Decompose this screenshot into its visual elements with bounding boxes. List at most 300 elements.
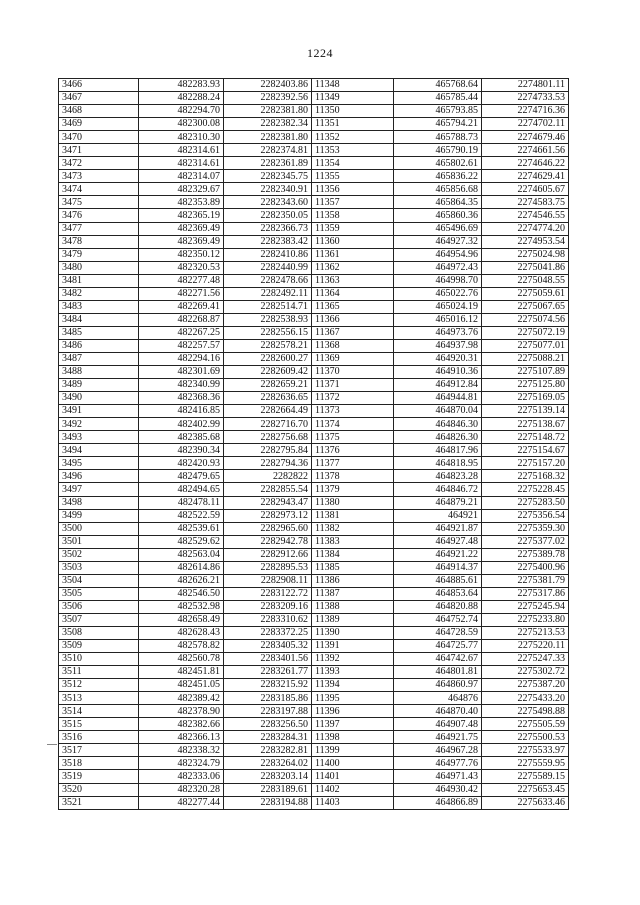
point-id-b-cell: 11386 (312, 574, 394, 587)
point-id-b-cell: 11352 (312, 131, 394, 144)
margin-mark (47, 744, 57, 745)
y-coord-a-cell: 2282374.81 (224, 144, 312, 157)
table-row (59, 587, 569, 600)
y-coord-a-cell: 2282538.93 (224, 313, 312, 326)
x-coord-a-cell: 482338.32 (139, 744, 224, 757)
x-coord-b-cell: 464927.48 (394, 535, 482, 548)
point-id-a-cell: 3467 (59, 92, 139, 105)
x-coord-b-cell: 464971.43 (394, 770, 482, 783)
y-coord-b-cell: 2275059.61 (482, 287, 569, 300)
y-coord-a-cell: 2282855.54 (224, 483, 312, 496)
x-coord-a-cell: 482369.49 (139, 222, 224, 235)
x-coord-b-cell: 464860.97 (394, 679, 482, 692)
x-coord-a-cell: 482324.79 (139, 757, 224, 770)
point-id-b-cell: 11361 (312, 248, 394, 261)
table-row (59, 600, 569, 613)
table-row (59, 431, 569, 444)
point-id-b-cell: 11379 (312, 483, 394, 496)
point-id-a-cell: 3496 (59, 470, 139, 483)
y-coord-b-cell: 2275138.67 (482, 418, 569, 431)
y-coord-a-cell: 2282794.36 (224, 457, 312, 470)
y-coord-a-cell: 2282440.99 (224, 261, 312, 274)
x-coord-b-cell: 465864.35 (394, 196, 482, 209)
point-id-a-cell: 3479 (59, 248, 139, 261)
point-id-b-cell: 11373 (312, 405, 394, 418)
point-id-a-cell: 3483 (59, 300, 139, 313)
x-coord-a-cell: 482529.62 (139, 535, 224, 548)
point-id-a-cell: 3485 (59, 326, 139, 339)
table-row (59, 731, 569, 744)
y-coord-b-cell: 2275125.80 (482, 379, 569, 392)
y-coord-b-cell: 2274629.41 (482, 170, 569, 183)
table-row (59, 144, 569, 157)
point-id-a-cell: 3490 (59, 392, 139, 405)
point-id-b-cell: 11368 (312, 339, 394, 352)
x-coord-a-cell: 482494.65 (139, 483, 224, 496)
table-row (59, 561, 569, 574)
table-row (59, 300, 569, 313)
y-coord-a-cell: 2283185.86 (224, 692, 312, 705)
point-id-a-cell: 3516 (59, 731, 139, 744)
point-id-b-cell: 11367 (312, 326, 394, 339)
point-id-a-cell: 3510 (59, 653, 139, 666)
table-row (59, 274, 569, 287)
table-row (59, 496, 569, 509)
x-coord-b-cell: 464944.81 (394, 392, 482, 405)
point-id-b-cell: 11360 (312, 235, 394, 248)
x-coord-b-cell: 464870.04 (394, 405, 482, 418)
point-id-a-cell: 3477 (59, 222, 139, 235)
y-coord-a-cell: 2282664.49 (224, 405, 312, 418)
y-coord-a-cell: 2282912.66 (224, 548, 312, 561)
x-coord-a-cell: 482320.53 (139, 261, 224, 274)
x-coord-b-cell: 465788.73 (394, 131, 482, 144)
x-coord-a-cell: 482368.36 (139, 392, 224, 405)
x-coord-b-cell: 464977.76 (394, 757, 482, 770)
point-id-b-cell: 11356 (312, 183, 394, 196)
point-id-a-cell: 3469 (59, 118, 139, 131)
x-coord-a-cell: 482560.78 (139, 653, 224, 666)
point-id-b-cell: 11378 (312, 470, 394, 483)
y-coord-a-cell: 2282514.71 (224, 300, 312, 313)
point-id-b-cell: 11394 (312, 679, 394, 692)
x-coord-a-cell: 482314.61 (139, 157, 224, 170)
y-coord-b-cell: 2274583.75 (482, 196, 569, 209)
point-id-a-cell: 3484 (59, 313, 139, 326)
x-coord-a-cell: 482294.70 (139, 105, 224, 118)
point-id-a-cell: 3471 (59, 144, 139, 157)
x-coord-b-cell: 465790.19 (394, 144, 482, 157)
y-coord-b-cell: 2274716.36 (482, 105, 569, 118)
x-coord-b-cell: 465022.76 (394, 287, 482, 300)
x-coord-b-cell: 464998.70 (394, 274, 482, 287)
table-row (59, 209, 569, 222)
y-coord-a-cell: 2282383.42 (224, 235, 312, 248)
y-coord-b-cell: 2275024.98 (482, 248, 569, 261)
point-id-a-cell: 3478 (59, 235, 139, 248)
table-row (59, 574, 569, 587)
x-coord-b-cell: 464973.76 (394, 326, 482, 339)
x-coord-b-cell: 465768.64 (394, 79, 482, 92)
y-coord-b-cell: 2274953.54 (482, 235, 569, 248)
table-row (59, 692, 569, 705)
y-coord-b-cell: 2274661.56 (482, 144, 569, 157)
point-id-b-cell: 11350 (312, 105, 394, 118)
x-coord-a-cell: 482369.49 (139, 235, 224, 248)
table-row (59, 548, 569, 561)
y-coord-a-cell: 2282350.05 (224, 209, 312, 222)
table-row (59, 783, 569, 796)
table-row (59, 640, 569, 653)
point-id-a-cell: 3513 (59, 692, 139, 705)
x-coord-b-cell: 464954.96 (394, 248, 482, 261)
point-id-b-cell: 11362 (312, 261, 394, 274)
x-coord-a-cell: 482310.30 (139, 131, 224, 144)
y-coord-a-cell: 2282382.34 (224, 118, 312, 131)
x-coord-b-cell: 464823.28 (394, 470, 482, 483)
y-coord-b-cell: 2275356.54 (482, 509, 569, 522)
point-id-b-cell: 11349 (312, 92, 394, 105)
x-coord-a-cell: 482451.81 (139, 666, 224, 679)
y-coord-a-cell: 2283215.92 (224, 679, 312, 692)
point-id-b-cell: 11366 (312, 313, 394, 326)
y-coord-a-cell: 2282345.75 (224, 170, 312, 183)
y-coord-b-cell: 2275072.19 (482, 326, 569, 339)
y-coord-b-cell: 2274605.67 (482, 183, 569, 196)
point-id-a-cell: 3466 (59, 79, 139, 92)
x-coord-a-cell: 482350.12 (139, 248, 224, 261)
table-row (59, 118, 569, 131)
point-id-a-cell: 3521 (59, 796, 139, 809)
x-coord-b-cell: 464879.21 (394, 496, 482, 509)
y-coord-a-cell: 2282392.56 (224, 92, 312, 105)
x-coord-a-cell: 482314.61 (139, 144, 224, 157)
table-row (59, 131, 569, 144)
point-id-b-cell: 11387 (312, 587, 394, 600)
point-id-b-cell: 11357 (312, 196, 394, 209)
y-coord-b-cell: 2275317.86 (482, 587, 569, 600)
point-id-b-cell: 11380 (312, 496, 394, 509)
point-id-a-cell: 3473 (59, 170, 139, 183)
x-coord-a-cell: 482390.34 (139, 444, 224, 457)
x-coord-a-cell: 482271.56 (139, 287, 224, 300)
x-coord-b-cell: 464910.36 (394, 366, 482, 379)
table-row (59, 379, 569, 392)
point-id-a-cell: 3493 (59, 431, 139, 444)
y-coord-a-cell: 2282381.80 (224, 131, 312, 144)
y-coord-b-cell: 2275377.02 (482, 535, 569, 548)
x-coord-a-cell: 482563.04 (139, 548, 224, 561)
x-coord-a-cell: 482366.13 (139, 731, 224, 744)
point-id-b-cell: 11355 (312, 170, 394, 183)
y-coord-a-cell: 2282340.91 (224, 183, 312, 196)
coordinates-table (58, 78, 569, 810)
y-coord-a-cell: 2283284.31 (224, 731, 312, 744)
y-coord-a-cell: 2283194.88 (224, 796, 312, 809)
y-coord-a-cell: 2283197.88 (224, 705, 312, 718)
y-coord-b-cell: 2275302.72 (482, 666, 569, 679)
y-coord-b-cell: 2275154.67 (482, 444, 569, 457)
point-id-b-cell: 11403 (312, 796, 394, 809)
x-coord-b-cell: 464725.77 (394, 640, 482, 653)
x-coord-a-cell: 482416.85 (139, 405, 224, 418)
y-coord-a-cell: 2283264.02 (224, 757, 312, 770)
point-id-a-cell: 3468 (59, 105, 139, 118)
x-coord-b-cell: 465785.44 (394, 92, 482, 105)
x-coord-b-cell: 464728.59 (394, 626, 482, 639)
table-row (59, 392, 569, 405)
point-id-a-cell: 3500 (59, 522, 139, 535)
table-row (59, 170, 569, 183)
table-row (59, 483, 569, 496)
x-coord-b-cell: 465496.69 (394, 222, 482, 235)
y-coord-b-cell: 2275400.96 (482, 561, 569, 574)
x-coord-a-cell: 482300.08 (139, 118, 224, 131)
table-row (59, 235, 569, 248)
table-row (59, 718, 569, 731)
x-coord-b-cell: 464876 (394, 692, 482, 705)
x-coord-b-cell: 464937.98 (394, 339, 482, 352)
point-id-b-cell: 11364 (312, 287, 394, 300)
table-row (59, 666, 569, 679)
table-row (59, 79, 569, 92)
y-coord-b-cell: 2275283.50 (482, 496, 569, 509)
table-row (59, 757, 569, 770)
table-row (59, 339, 569, 352)
point-id-a-cell: 3472 (59, 157, 139, 170)
x-coord-b-cell: 464907.48 (394, 718, 482, 731)
y-coord-a-cell: 2282973.12 (224, 509, 312, 522)
table-row (59, 705, 569, 718)
y-coord-b-cell: 2275359.30 (482, 522, 569, 535)
y-coord-a-cell: 2283122.72 (224, 587, 312, 600)
y-coord-b-cell: 2275559.95 (482, 757, 569, 770)
table-row (59, 418, 569, 431)
x-coord-a-cell: 482389.42 (139, 692, 224, 705)
y-coord-a-cell: 2282381.80 (224, 105, 312, 118)
table-row (59, 105, 569, 118)
y-coord-b-cell: 2275041.86 (482, 261, 569, 274)
y-coord-a-cell: 2283203.14 (224, 770, 312, 783)
point-id-b-cell: 11372 (312, 392, 394, 405)
table-row (59, 405, 569, 418)
x-coord-b-cell: 464921.87 (394, 522, 482, 535)
point-id-a-cell: 3481 (59, 274, 139, 287)
x-coord-b-cell: 464921.22 (394, 548, 482, 561)
x-coord-b-cell: 464801.81 (394, 666, 482, 679)
table-row (59, 157, 569, 170)
table-row (59, 313, 569, 326)
point-id-a-cell: 3474 (59, 183, 139, 196)
point-id-a-cell: 3475 (59, 196, 139, 209)
y-coord-b-cell: 2275245.94 (482, 600, 569, 613)
point-id-b-cell: 11401 (312, 770, 394, 783)
point-id-b-cell: 11402 (312, 783, 394, 796)
y-coord-b-cell: 2275169.05 (482, 392, 569, 405)
point-id-a-cell: 3486 (59, 339, 139, 352)
y-coord-a-cell: 2282366.73 (224, 222, 312, 235)
x-coord-b-cell: 464921 (394, 509, 482, 522)
y-coord-b-cell: 2274679.46 (482, 131, 569, 144)
y-coord-b-cell: 2275389.78 (482, 548, 569, 561)
y-coord-b-cell: 2275387.20 (482, 679, 569, 692)
point-id-b-cell: 11348 (312, 79, 394, 92)
point-id-a-cell: 3503 (59, 561, 139, 574)
x-coord-a-cell: 482320.28 (139, 783, 224, 796)
table-row (59, 457, 569, 470)
x-coord-b-cell: 464920.31 (394, 352, 482, 365)
x-coord-b-cell: 464866.89 (394, 796, 482, 809)
x-coord-a-cell: 482267.25 (139, 326, 224, 339)
y-coord-a-cell: 2282361.89 (224, 157, 312, 170)
y-coord-a-cell: 2282795.84 (224, 444, 312, 457)
y-coord-b-cell: 2274646.22 (482, 157, 569, 170)
point-id-a-cell: 3519 (59, 770, 139, 783)
point-id-b-cell: 11358 (312, 209, 394, 222)
table-row (59, 679, 569, 692)
point-id-b-cell: 11396 (312, 705, 394, 718)
point-id-b-cell: 11377 (312, 457, 394, 470)
table-row (59, 444, 569, 457)
point-id-a-cell: 3491 (59, 405, 139, 418)
table-row (59, 509, 569, 522)
x-coord-b-cell: 464820.88 (394, 600, 482, 613)
point-id-a-cell: 3505 (59, 587, 139, 600)
y-coord-b-cell: 2275148.72 (482, 431, 569, 444)
y-coord-b-cell: 2274801.11 (482, 79, 569, 92)
point-id-b-cell: 11392 (312, 653, 394, 666)
y-coord-a-cell: 2282600.27 (224, 352, 312, 365)
y-coord-a-cell: 2283256.50 (224, 718, 312, 731)
point-id-b-cell: 11375 (312, 431, 394, 444)
x-coord-b-cell: 464826.30 (394, 431, 482, 444)
y-coord-b-cell: 2274702.11 (482, 118, 569, 131)
point-id-a-cell: 3480 (59, 261, 139, 274)
x-coord-a-cell: 482522.59 (139, 509, 224, 522)
point-id-a-cell: 3476 (59, 209, 139, 222)
point-id-b-cell: 11400 (312, 757, 394, 770)
y-coord-a-cell: 2283372.25 (224, 626, 312, 639)
point-id-b-cell: 11391 (312, 640, 394, 653)
x-coord-a-cell: 482340.99 (139, 379, 224, 392)
x-coord-b-cell: 465856.68 (394, 183, 482, 196)
x-coord-b-cell: 465024.19 (394, 300, 482, 313)
point-id-a-cell: 3506 (59, 600, 139, 613)
y-coord-b-cell: 2275220.11 (482, 640, 569, 653)
point-id-a-cell: 3509 (59, 640, 139, 653)
point-id-b-cell: 11365 (312, 300, 394, 313)
point-id-a-cell: 3504 (59, 574, 139, 587)
y-coord-b-cell: 2275139.14 (482, 405, 569, 418)
point-id-b-cell: 11385 (312, 561, 394, 574)
table-row (59, 522, 569, 535)
x-coord-b-cell: 465802.61 (394, 157, 482, 170)
x-coord-a-cell: 482277.48 (139, 274, 224, 287)
y-coord-a-cell: 2283209.16 (224, 600, 312, 613)
x-coord-a-cell: 482626.21 (139, 574, 224, 587)
point-id-b-cell: 11371 (312, 379, 394, 392)
y-coord-b-cell: 2275589.15 (482, 770, 569, 783)
y-coord-b-cell: 2275381.79 (482, 574, 569, 587)
table-row (59, 352, 569, 365)
point-id-a-cell: 3482 (59, 287, 139, 300)
x-coord-b-cell: 464752.74 (394, 613, 482, 626)
x-coord-a-cell: 482268.87 (139, 313, 224, 326)
x-coord-a-cell: 482314.07 (139, 170, 224, 183)
y-coord-b-cell: 2274733.53 (482, 92, 569, 105)
x-coord-b-cell: 464818.95 (394, 457, 482, 470)
x-coord-a-cell: 482288.24 (139, 92, 224, 105)
point-id-a-cell: 3514 (59, 705, 139, 718)
point-id-b-cell: 11388 (312, 600, 394, 613)
point-id-b-cell: 11382 (312, 522, 394, 535)
table-body (59, 79, 569, 810)
point-id-b-cell: 11399 (312, 744, 394, 757)
y-coord-b-cell: 2275233.80 (482, 613, 569, 626)
y-coord-a-cell: 2282895.53 (224, 561, 312, 574)
y-coord-a-cell: 2283401.56 (224, 653, 312, 666)
point-id-b-cell: 11389 (312, 613, 394, 626)
point-id-a-cell: 3501 (59, 535, 139, 548)
point-id-a-cell: 3489 (59, 379, 139, 392)
x-coord-a-cell: 482478.11 (139, 496, 224, 509)
point-id-b-cell: 11353 (312, 144, 394, 157)
point-id-a-cell: 3515 (59, 718, 139, 731)
x-coord-b-cell: 465794.21 (394, 118, 482, 131)
x-coord-a-cell: 482532.98 (139, 600, 224, 613)
x-coord-b-cell: 464912.84 (394, 379, 482, 392)
point-id-b-cell: 11369 (312, 352, 394, 365)
point-id-a-cell: 3512 (59, 679, 139, 692)
x-coord-b-cell: 465860.36 (394, 209, 482, 222)
y-coord-b-cell: 2275247.33 (482, 653, 569, 666)
point-id-a-cell: 3487 (59, 352, 139, 365)
point-id-a-cell: 3499 (59, 509, 139, 522)
x-coord-b-cell: 464967.28 (394, 744, 482, 757)
x-coord-b-cell: 465836.22 (394, 170, 482, 183)
y-coord-a-cell: 2282403.86 (224, 79, 312, 92)
x-coord-a-cell: 482451.05 (139, 679, 224, 692)
y-coord-a-cell: 2282343.60 (224, 196, 312, 209)
y-coord-a-cell: 2283189.61 (224, 783, 312, 796)
y-coord-b-cell: 2275088.21 (482, 352, 569, 365)
x-coord-b-cell: 464885.61 (394, 574, 482, 587)
x-coord-a-cell: 482658.49 (139, 613, 224, 626)
y-coord-b-cell: 2274774.20 (482, 222, 569, 235)
point-id-a-cell: 3494 (59, 444, 139, 457)
y-coord-a-cell: 2282716.70 (224, 418, 312, 431)
point-id-b-cell: 11397 (312, 718, 394, 731)
table-row (59, 366, 569, 379)
x-coord-a-cell: 482382.66 (139, 718, 224, 731)
y-coord-a-cell: 2283310.62 (224, 613, 312, 626)
point-id-b-cell: 11351 (312, 118, 394, 131)
x-coord-a-cell: 482277.44 (139, 796, 224, 809)
table-row (59, 183, 569, 196)
x-coord-a-cell: 482378.90 (139, 705, 224, 718)
x-coord-b-cell: 464972.43 (394, 261, 482, 274)
y-coord-b-cell: 2275074.56 (482, 313, 569, 326)
point-id-b-cell: 11384 (312, 548, 394, 561)
x-coord-b-cell: 464927.32 (394, 235, 482, 248)
point-id-a-cell: 3497 (59, 483, 139, 496)
x-coord-a-cell: 482479.65 (139, 470, 224, 483)
y-coord-a-cell: 2282659.21 (224, 379, 312, 392)
table-row (59, 248, 569, 261)
point-id-a-cell: 3520 (59, 783, 139, 796)
y-coord-a-cell: 2282609.42 (224, 366, 312, 379)
point-id-b-cell: 11395 (312, 692, 394, 705)
